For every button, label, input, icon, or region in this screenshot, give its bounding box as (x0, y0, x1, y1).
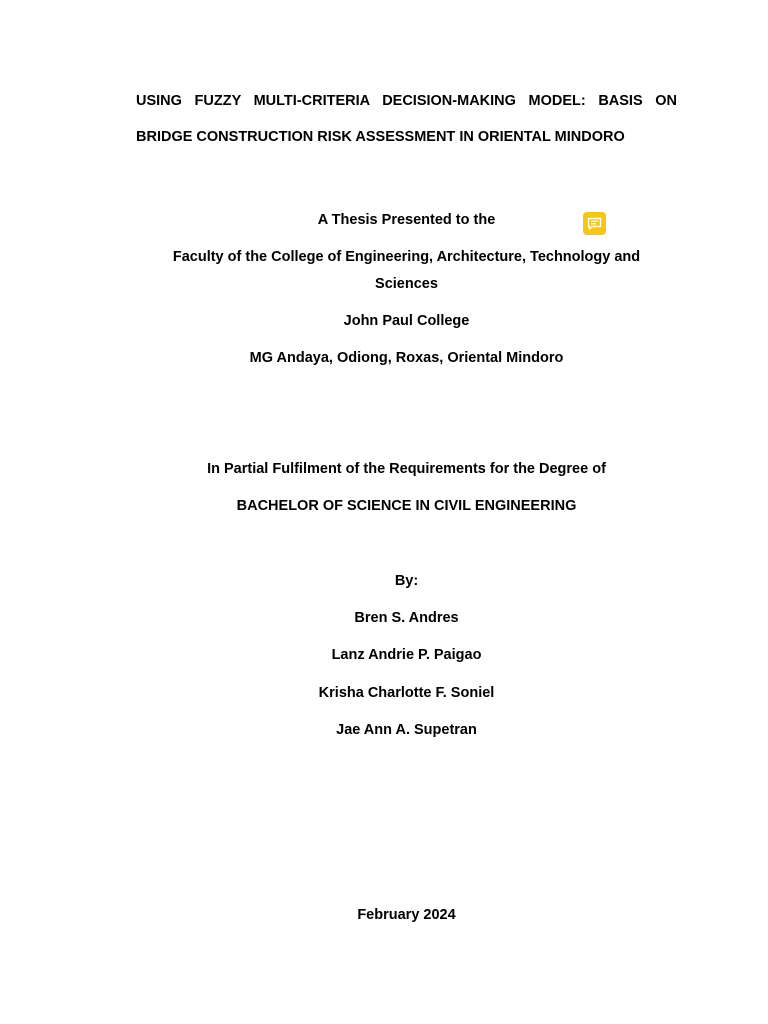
faculty-line-2: Sciences (375, 276, 438, 292)
presented-to-text: A Thesis Presented to the (317, 212, 496, 228)
fulfilment-text: In Partial Fulfilment of the Requirements for the Degree of (207, 461, 606, 477)
author-name: Jae Ann A. Supetran (336, 722, 477, 738)
degree-name: BACHELOR OF SCIENCE IN CIVIL ENGINEERING (236, 498, 577, 514)
author-name: Krisha Charlotte F. Soniel (318, 685, 495, 701)
thesis-title-line-1: USING FUZZY MULTI-CRITERIA DECISION-MAKING MODEL: BASIS ON (136, 93, 677, 109)
comment-icon (587, 217, 602, 231)
college-address: MG Andaya, Odiong, Roxas, Oriental Mindoro (249, 350, 564, 366)
faculty-line-1: Faculty of the College of Engineering, Architecture, Technology and (172, 249, 641, 265)
comment-badge-button[interactable] (583, 212, 606, 235)
by-label: By: (394, 573, 419, 589)
thesis-title-line-2: BRIDGE CONSTRUCTION RISK ASSESSMENT IN ORIENTAL MINDORO (136, 129, 625, 145)
college-name: John Paul College (343, 313, 470, 329)
author-name: Lanz Andrie P. Paigao (331, 647, 482, 663)
author-name: Bren S. Andres (354, 610, 459, 626)
submission-date: February 2024 (357, 907, 456, 923)
